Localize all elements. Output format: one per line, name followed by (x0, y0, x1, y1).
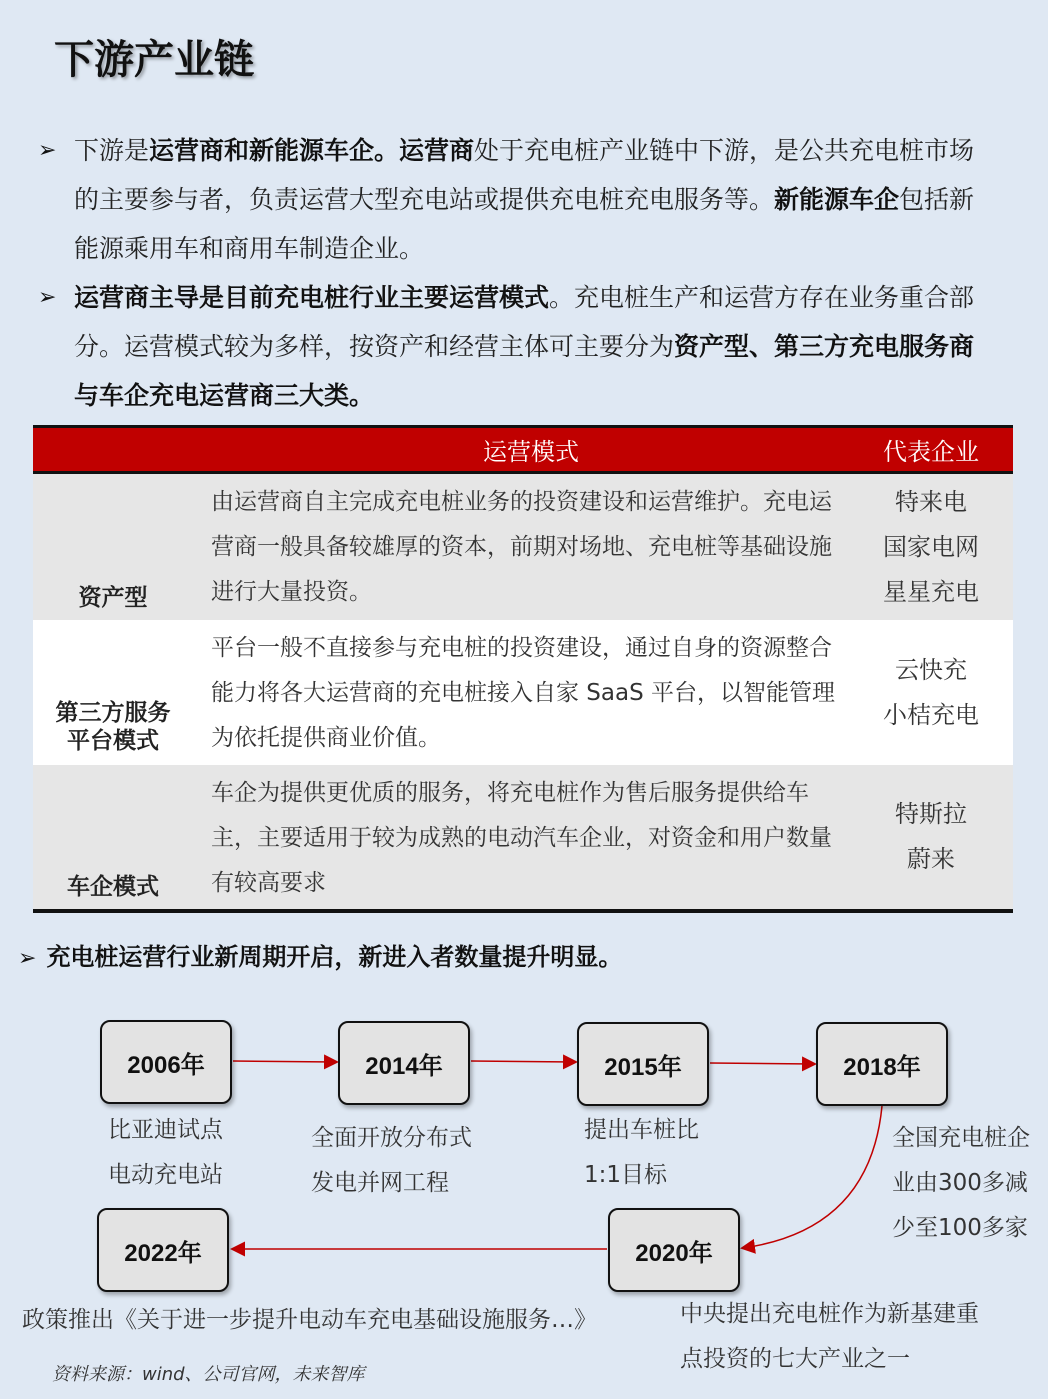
desc-line: 发电并网工程 (311, 1170, 449, 1196)
rep-company: 特斯拉 (895, 800, 967, 828)
year-box-2014: 2014年 (338, 1021, 470, 1105)
timeline-arrow (743, 1106, 882, 1248)
year-box-2020: 2020年 (608, 1208, 740, 1292)
header-rep: 代表企业 (883, 438, 979, 466)
bullet-text: 充电桩运营行业新周期开启，新进入者数量提升明显。 (46, 943, 623, 971)
row-type-line: 第三方服务 (55, 700, 171, 726)
row-desc: 由运营商自主完成充电桩业务的投资建设和运营维护。充电运营商一般具备较雄厚的资本，前期对场地、充电桩等基础设施进行大量投资。 (211, 489, 832, 605)
row-type: 资产型 (78, 585, 148, 611)
row-desc: 车企为提供更优质的服务，将充电桩作为售后服务提供给车主，主要适用于较为成熟的电动汽车企业，对资金和用户数量有较高要求 (211, 780, 832, 896)
timeline-arrow (233, 1061, 336, 1062)
year-desc-2014 (311, 1116, 472, 1206)
header-mode: 运营模式 (483, 438, 579, 466)
rep-company: 特来电 (895, 487, 967, 516)
row-type: 车企模式 (67, 874, 159, 900)
page-title: 下游产业链 (54, 36, 254, 83)
bullet-text: 包括新能源乘用车和商用车制造企业。 (74, 185, 975, 263)
year-desc-2020 (680, 1292, 979, 1382)
desc-line: 提出车桩比 (584, 1117, 699, 1143)
row-desc: 平台一般不直接参与充电桩的投资建设，通过自身的资源整合能力将各大运营商的充电桩接入自家 SaaS 平台，以智能管理为依托提供商业价值。 (211, 635, 836, 751)
desc-line: 政策推出《关于进一步提升电动车充电基础设施服务…》 (22, 1307, 597, 1333)
bullet-text: 处于充电桩产业链中下游，是公共充电桩市场的主要参与者，负责运营大型充电站或提供充电桩充电服务等。 (74, 136, 975, 214)
rep-company: 国家电网 (883, 532, 979, 561)
desc-line: 电动充电站 (108, 1162, 223, 1188)
timeline-arrow (471, 1061, 575, 1062)
year-desc-2022 (22, 1298, 597, 1343)
desc-line: 全国充电桩企 (892, 1125, 1030, 1151)
year-desc-2006 (108, 1108, 223, 1198)
year-box-2006: 2006年 (100, 1020, 232, 1104)
bullet-bold: 新能源车企 (774, 185, 900, 214)
arrow-bullet-icon: ➢ (18, 946, 37, 971)
rep-company: 星星充电 (883, 577, 979, 606)
desc-line: 1:1目标 (584, 1162, 668, 1188)
bullet-text: 。充电桩生产和运营方存在业务重合部分。运营模式较为多样，按资产和经营主体可主要分为 (74, 283, 975, 361)
year-box-2018: 2018年 (816, 1022, 948, 1106)
desc-line: 业由300多减 (892, 1170, 1028, 1196)
bullet-bold: 运营商和新能源车企。运营商 (149, 136, 475, 165)
year-box-2015: 2015年 (577, 1022, 709, 1106)
rep-company: 蔚来 (907, 845, 955, 873)
desc-line: 点投资的七大产业之一 (680, 1346, 910, 1372)
arrow-bullet-icon: ➢ (38, 285, 57, 310)
row-type-line: 平台模式 (67, 728, 159, 754)
arrow-bullet-icon: ➢ (38, 138, 57, 163)
rep-company: 云快充 (895, 655, 967, 684)
source-note: 资料来源：wind、公司官网，未来智库 (52, 1364, 365, 1385)
year-desc-2015 (584, 1108, 699, 1198)
year-box-2022: 2022年 (97, 1208, 229, 1292)
desc-line: 比亚迪试点 (108, 1117, 223, 1143)
desc-line: 全面开放分布式 (311, 1125, 472, 1151)
desc-line: 中央提出充电桩作为新基建重 (680, 1301, 979, 1327)
bullet-text: 下游是 (74, 136, 150, 165)
year-desc-2018 (892, 1116, 1030, 1251)
bullet-bold: 资产型、第三方充电服务商与车企充电运营商三大类。 (74, 332, 975, 410)
bullet-bold: 运营商主导是目前充电桩行业主要运营模式 (74, 283, 550, 312)
timeline-arrow (710, 1063, 814, 1064)
desc-line: 少至100多家 (892, 1215, 1028, 1241)
rep-company: 小桔充电 (883, 700, 979, 729)
